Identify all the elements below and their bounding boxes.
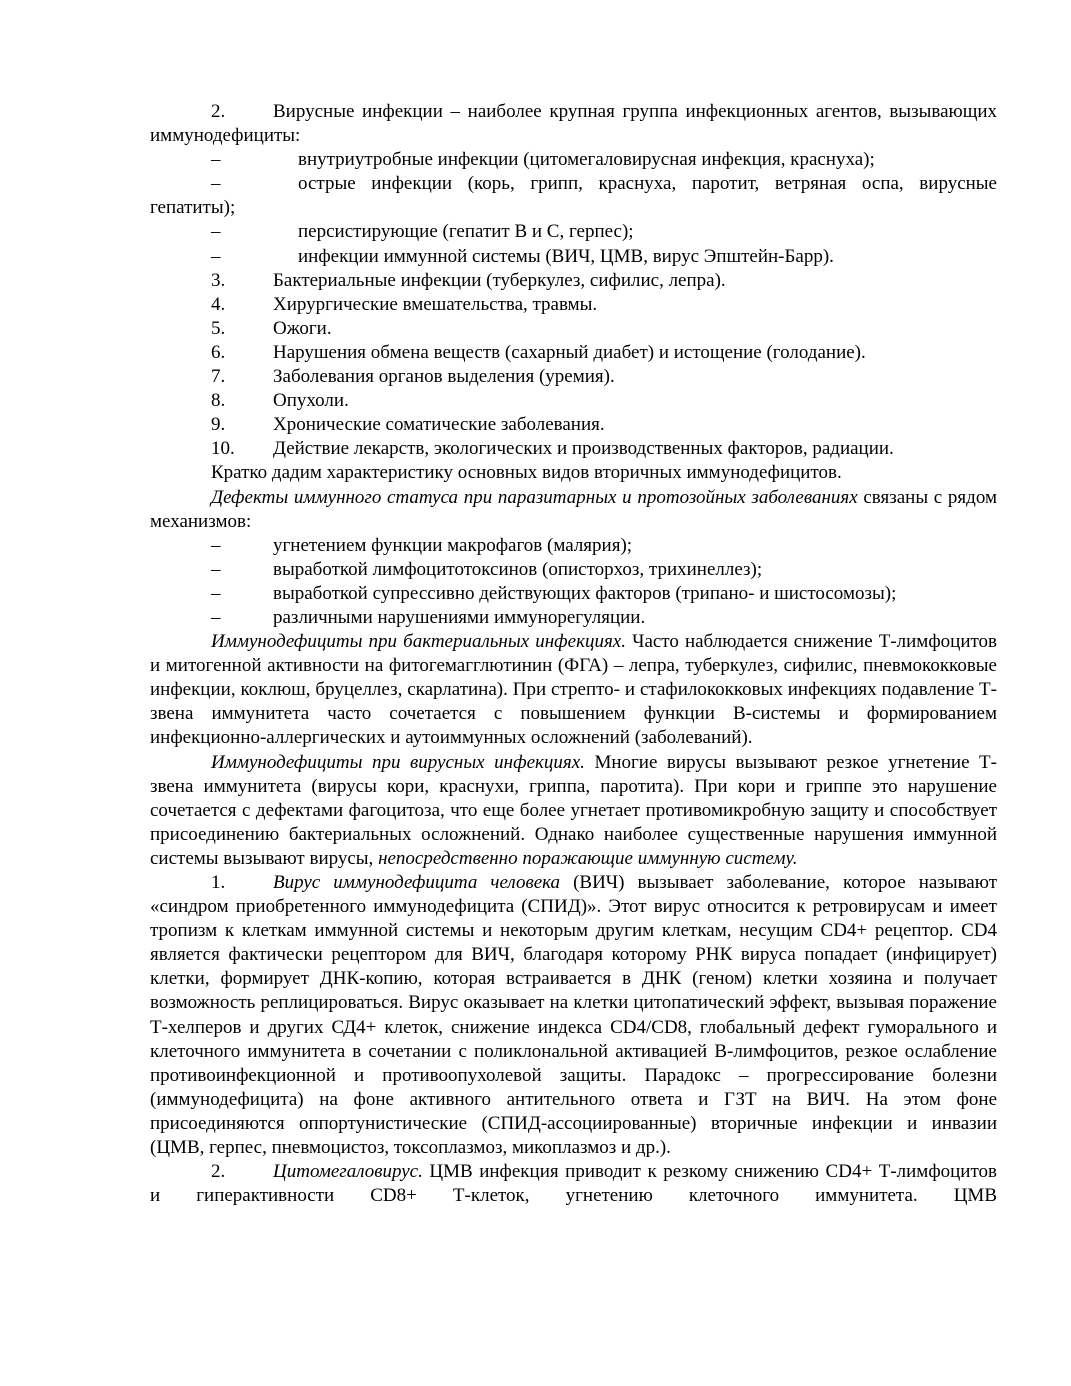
dash-marker: –: [211, 582, 221, 604]
list-text: Ожоги.: [273, 317, 332, 339]
dash-text: острые инфекции (корь, грипп, краснуха, паротит, ветряная оспа, вирусные гепатиты);: [150, 173, 997, 219]
list-text: Нарушения обмена веществ (сахарный диабет) и истощение (голодание).: [273, 341, 866, 363]
dash-marker: –: [211, 173, 221, 195]
list-text: Бактериальные инфекции (туберкулез, сифилис, лепра).: [273, 269, 726, 291]
list-text: Опухоли.: [273, 390, 349, 412]
hiv-paragraph: [150, 871, 997, 1160]
viral-paragraph: [150, 751, 997, 871]
list-item: [150, 293, 997, 317]
dash-marker: –: [211, 606, 221, 628]
list-number: 2.: [211, 1161, 226, 1183]
dash-text: угнетением функции макрофагов (малярия);: [273, 534, 633, 556]
hiv-heading: Вирус иммунодефицита человека: [273, 872, 561, 893]
summary-paragraph: Кратко дадим характеристику основных видов вторичных иммунодефицитов.: [211, 462, 842, 484]
dash-text: выработкой супрессивно действующих факторов (трипано- и шистосомозы);: [273, 582, 897, 604]
list-number: 8.: [211, 390, 226, 412]
list-item-viral-infections: [150, 100, 997, 148]
viral-text: Многие вирусы вызывают резкое угнетение Т-звена иммунитета (вирусы кори, краснухи, гриппа, паротита). При кори и гриппе это нарушение сочетается с дефектами фагоцитоза, что еще более угнетает противомикробную защиту и способствует присоединению бактериальных осложнений. Однако наиболее существенные нарушения иммунной системы вызывают вирусы,: [150, 751, 997, 869]
list-item: [150, 365, 997, 389]
list-number: 9.: [211, 414, 226, 436]
dash-text: выработкой лимфоцитотоксинов (описторхоз, трихинеллез);: [273, 558, 763, 580]
list-number: 4.: [211, 293, 226, 315]
hiv-text: (ВИЧ) вызывает заболевание, которое называют «синдром приобретенного иммунодефицита (СПИД)». Этот вирус относится к ретровирусам и имеет тропизм к клеткам иммунной системы и некоторым другим клеткам, несущим CD4+ рецептор. CD4 является фактически рецептором для ВИЧ, благодаря которому РНК вируса попадает (инфицирует) клетки, формирует ДНК-копию, которая встраивается в ДНК (геном) клетки хозяина и получает возможность реплицироваться. Вирус оказывает на клетки цитопатический эффект, вызывая поражение Т-хелперов и других СД4+ клеток, снижение индекса CD4/CD8, глобальный дефект гуморального и клеточного иммунитета в сочетании с поликлональной активацией В-лимфоцитов, резкое ослабление противоинфекционной и противоопухолевой защиты. Парадокс – прогрессирование болезни (иммунодефицита) на фоне активного антительного ответа и ГЗТ на ВИЧ. На этом фоне присоединяются оппортунистические (СПИД-ассоциированные) вторичные инфекции и инвазии (ЦМВ, герпес, пневмоцистоз, токсоплазмоз, микоплазмоз и др.).: [150, 872, 997, 1159]
dash-item: [150, 534, 997, 558]
list-number: 1.: [211, 872, 226, 893]
dash-marker: –: [211, 221, 221, 243]
list-text: Хронические соматические заболевания.: [273, 414, 605, 436]
list-item: [150, 437, 997, 461]
list-item: [150, 317, 997, 341]
parasitic-paragraph: [150, 486, 997, 534]
dash-item: [150, 148, 997, 172]
list-item: [150, 269, 997, 293]
cmv-heading: Цитомегаловирус.: [273, 1161, 423, 1183]
bacterial-paragraph: [150, 630, 997, 750]
list-number: 7.: [211, 366, 226, 388]
list-text: Хирургические вмешательства, травмы.: [273, 293, 598, 315]
dash-item: [150, 558, 997, 582]
list-item: [150, 341, 997, 365]
dash-marker: –: [211, 149, 221, 171]
dash-marker: –: [211, 245, 221, 267]
parasitic-text: связаны с рядом механизмов:: [150, 486, 997, 532]
list-text: Действие лекарств, экологических и производственных факторов, радиации.: [273, 438, 894, 460]
dash-text: внутриутробные инфекции (цитомегаловирусная инфекция, краснуха);: [298, 149, 875, 171]
list-item: [150, 389, 997, 413]
dash-item: [150, 172, 997, 220]
viral-heading: Иммунодефициты при вирусных инфекциях.: [211, 751, 585, 773]
parasitic-heading: Дефекты иммунного статуса при паразитарных и протозойных заболеваниях: [211, 486, 858, 508]
bacterial-heading: Иммунодефициты при бактериальных инфекциях.: [211, 631, 626, 653]
list-number: 5.: [211, 317, 226, 339]
dash-marker: –: [211, 558, 221, 580]
list-number: 6.: [211, 341, 226, 363]
dash-item: [150, 582, 997, 606]
list-text: Заболевания органов выделения (уремия).: [273, 366, 615, 388]
dash-text: инфекции иммунной системы (ВИЧ, ЦМВ, вирус Эпштейн-Барр).: [298, 245, 834, 267]
cmv-text: ЦМВ инфекция приводит к резкому снижению CD4+ Т-лимфоцитов и гиперактивности CD8+ Т-клеток, угнетению клеточного иммунитета. ЦМВ: [150, 1161, 997, 1207]
list-text: Вирусные инфекции – наиболее крупная группа инфекционных агентов, вызывающих иммунодефициты:: [150, 101, 997, 147]
dash-text: различными нарушениями иммунорегуляции.: [273, 606, 646, 628]
cmv-paragraph: [150, 1160, 997, 1208]
dash-item: [150, 606, 997, 630]
dash-item: [150, 220, 997, 244]
viral-italic-end: непосредственно поражающие иммунную систему.: [378, 847, 798, 869]
dash-text: персистирующие (гепатит В и С, герпес);: [298, 221, 634, 243]
list-number: 2.: [211, 101, 226, 122]
bacterial-text: Часто наблюдается снижение Т-лимфоцитов и митогенной активности на фитогемагглютинин (ФГА) – лепра, туберкулез, сифилис, пневмококковые инфекции, коклюш, бруцеллез, скарлатина). При стрепто- и стафилококковых инфекциях подавление Т-звена иммунитета часто сочетается с повышением функции В-системы и формированием инфекционно-аллергических и аутоиммунных осложнений (заболеваний).: [150, 631, 998, 749]
dash-marker: –: [211, 534, 221, 556]
list-number: 3.: [211, 269, 226, 291]
list-number: 10.: [211, 438, 235, 460]
dash-item: [150, 245, 997, 269]
document-page: [150, 100, 997, 1208]
list-item: [150, 413, 997, 437]
